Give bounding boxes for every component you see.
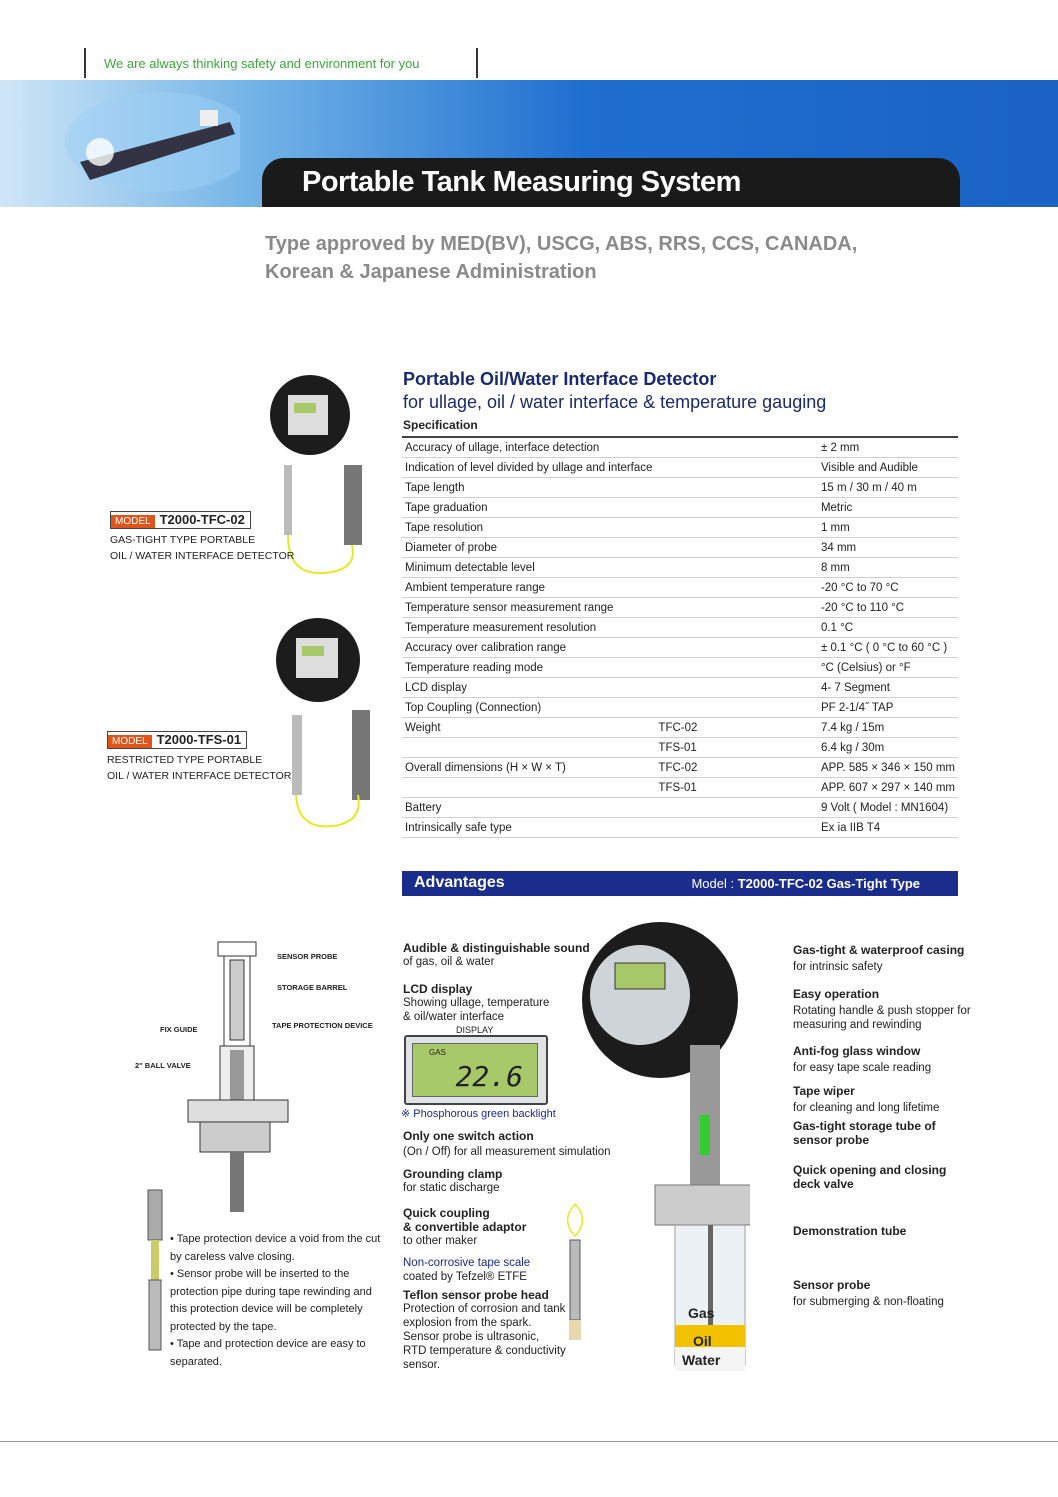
- spec-label: Battery: [402, 798, 655, 818]
- spec-row: [402, 738, 958, 758]
- model-desc-1: RESTRICTED TYPE PORTABLE: [107, 754, 263, 766]
- spec-sub: [655, 458, 818, 478]
- model-tag: MODEL: [111, 515, 155, 528]
- spec-value: -20 °C to 70 °C: [818, 578, 958, 598]
- spec-row: [402, 758, 958, 778]
- tagline-box: [84, 48, 478, 78]
- tube-water: Water: [682, 1352, 721, 1368]
- approval-text: [265, 230, 965, 286]
- feature-grounding: Grounding clamp for static discharge: [403, 1167, 503, 1194]
- feature-lcd: LCD display Showing ullage, temperature & oil/water interface: [403, 982, 550, 1023]
- spec-row: [402, 698, 958, 718]
- spec-label: Overall dimensions (H × W × T): [402, 758, 655, 778]
- spec-value: Ex ia IIB T4: [818, 818, 958, 838]
- right-feature: Gas-tight storage tube of sensor probe: [793, 1119, 936, 1147]
- model-desc-2: OIL / WATER INTERFACE DETECTOR: [110, 550, 295, 562]
- spec-sub: [655, 658, 818, 678]
- spec-label: Weight: [402, 718, 655, 738]
- spec-sub: TFC-02: [655, 718, 818, 738]
- ship-illustration: [60, 82, 240, 192]
- spec-value: 8 mm: [818, 558, 958, 578]
- spec-row: [402, 598, 958, 618]
- spec-label: Intrinsically safe type: [402, 818, 655, 838]
- spec-sub: [655, 498, 818, 518]
- spec-label: Indication of level divided by ullage and interface: [402, 458, 655, 478]
- lcd-value: 22.6: [455, 1060, 523, 1093]
- page-title: Portable Tank Measuring System: [302, 166, 741, 198]
- spec-label: Temperature measurement resolution: [402, 618, 655, 638]
- diag-storage-barrel: STORAGE BARREL: [277, 983, 348, 992]
- spec-sub: [655, 678, 818, 698]
- spec-label: Tape length: [402, 478, 655, 498]
- right-feature: Anti-fog glass window for easy tape scale reading: [793, 1044, 932, 1074]
- spec-value: 15 m / 30 m / 40 m: [818, 478, 958, 498]
- spec-label: Minimum detectable level: [402, 558, 655, 578]
- spec-value: °C (Celsius) or °F: [818, 658, 958, 678]
- approval-line-1: Type approved by MED(BV), USCG, ABS, RRS, CCS, CANADA,: [265, 233, 858, 255]
- diag-ball-valve: 2" BALL VALVE: [135, 1061, 191, 1070]
- spec-sub: TFS-01: [655, 738, 818, 758]
- spec-label: Temperature reading mode: [402, 658, 655, 678]
- diag-tape-protection: TAPE PROTECTION DEVICE: [272, 1021, 373, 1030]
- title-bar: [262, 158, 960, 207]
- probe-image: [140, 1188, 170, 1358]
- right-feature: Demonstration tube: [793, 1224, 907, 1238]
- spec-sub: [655, 698, 818, 718]
- spec-row: [402, 578, 958, 598]
- tagline: We are always thinking safety and environment for you: [104, 56, 420, 71]
- spec-label: Ambient temperature range: [402, 578, 655, 598]
- spec-row: [402, 538, 958, 558]
- spec-sub: [655, 598, 818, 618]
- feature-switch: Only one switch action (On / Off) for all measurement simulation: [403, 1129, 611, 1158]
- spec-row: [402, 718, 958, 738]
- spec-label: Tape graduation: [402, 498, 655, 518]
- spec-row: [402, 478, 958, 498]
- spec-sub: TFS-01: [655, 778, 818, 798]
- spec-label: Diameter of probe: [402, 538, 655, 558]
- bullet-item: • Tape and protection device are easy to separated.: [170, 1338, 366, 1368]
- spec-sub: [655, 818, 818, 838]
- spec-value: 0.1 °C: [818, 618, 958, 638]
- spec-heading: Specification: [403, 418, 478, 432]
- tube-gas: Gas: [688, 1305, 715, 1321]
- model-desc-2: OIL / WATER INTERFACE DETECTOR: [107, 770, 292, 782]
- advantages-bar: [402, 871, 958, 896]
- spec-value: Metric: [818, 498, 958, 518]
- bullet-item: • Sensor probe will be inserted to the protection pipe during tape rewinding and this protection device will be completely protected by the tape.: [170, 1268, 372, 1333]
- right-feature: Gas-tight & waterproof casing for intrinsic safety: [793, 943, 965, 973]
- product-image-tfs01: [268, 600, 378, 830]
- spec-label: Temperature sensor measurement range: [402, 598, 655, 618]
- right-feature: Easy operation Rotating handle & push stopper for measuring and rewinding: [793, 987, 971, 1031]
- spec-row: [402, 498, 958, 518]
- model-name: T2000-TFC-02: [159, 512, 245, 527]
- feature-coupling: Quick coupling & convertible adaptor to other maker: [403, 1206, 527, 1247]
- model-desc-1: GAS-TIGHT TYPE PORTABLE: [110, 534, 256, 546]
- spec-value: Visible and Audible: [818, 458, 958, 478]
- spec-value: APP. 585 × 346 × 150 mm: [818, 758, 958, 778]
- valve-diagram: [180, 940, 380, 1215]
- spec-label: [402, 738, 655, 758]
- spec-value: ± 0.1 °C ( 0 °C to 60 °C ): [818, 638, 958, 658]
- model-name: T2000-TFS-01: [156, 732, 242, 747]
- right-feature: Quick opening and closing deck valve: [793, 1163, 947, 1191]
- spec-sub: [655, 578, 818, 598]
- spec-row: [402, 458, 958, 478]
- lcd-screen: [412, 1043, 538, 1097]
- spec-label: Accuracy over calibration range: [402, 638, 655, 658]
- spec-table: [402, 436, 958, 838]
- backlight-note: ※ Phosphorous green backlight: [401, 1108, 556, 1120]
- spec-row: [402, 618, 958, 638]
- model-tfs01: [107, 731, 291, 784]
- spec-sub: [655, 618, 818, 638]
- spec-label: Tape resolution: [402, 518, 655, 538]
- feature-probe: Teflon sensor probe head Protection of corrosion and tank explosion from the spark. Sensor probe is ultrasonic, RTD temperature & conductivity sensor.: [403, 1288, 566, 1371]
- bullet-item: • Tape protection device a void from the cut by careless valve closing.: [170, 1233, 381, 1263]
- spec-row: [402, 798, 958, 818]
- approval-line-2: Korean & Japanese Administration: [265, 261, 597, 283]
- spec-sub: [655, 478, 818, 498]
- diag-fix-guide: FIX GUIDE: [160, 1025, 198, 1034]
- spec-value: -20 °C to 110 °C: [818, 598, 958, 618]
- spec-value: APP. 607 × 297 × 140 mm: [818, 778, 958, 798]
- spec-value: 34 mm: [818, 538, 958, 558]
- advantages-model: Model : T2000-TFC-02 Gas-Tight Type: [691, 876, 920, 891]
- spec-value: ± 2 mm: [818, 437, 958, 458]
- spec-value: PF 2-1/4˝ TAP: [818, 698, 958, 718]
- spec-value: 9 Volt ( Model : MN1604): [818, 798, 958, 818]
- feature-audible: Audible & distinguishable sound of gas, oil & water: [403, 941, 590, 968]
- probe-head-image: [560, 1200, 590, 1350]
- lcd-display: [404, 1035, 548, 1105]
- footer-divider: [0, 1441, 1058, 1442]
- spec-sub: [655, 798, 818, 818]
- bullet-list: [170, 1231, 382, 1371]
- spec-row: [402, 678, 958, 698]
- advantages-heading: Advantages: [414, 874, 505, 891]
- spec-sub: [655, 638, 818, 658]
- spec-row: [402, 658, 958, 678]
- right-feature: Tape wiper for cleaning and long lifetime: [793, 1084, 940, 1114]
- spec-row: [402, 437, 958, 458]
- model-tag: MODEL: [108, 735, 152, 748]
- spec-label: [402, 778, 655, 798]
- display-caption: DISPLAY: [456, 1025, 494, 1035]
- spec-sub: [655, 558, 818, 578]
- spec-sub: [655, 437, 818, 458]
- diag-sensor-probe: SENSOR PROBE: [277, 952, 338, 961]
- spec-row: [402, 778, 958, 798]
- spec-label: Accuracy of ullage, interface detection: [402, 437, 655, 458]
- feature-tape: Non-corrosive tape scale coated by Tefzel® ETFE: [403, 1257, 531, 1283]
- spec-value: 6.4 kg / 30m: [818, 738, 958, 758]
- spec-value: 1 mm: [818, 518, 958, 538]
- lcd-mode: GAS: [429, 1048, 446, 1057]
- product-subtitle: for ullage, oil / water interface & temperature gauging: [403, 392, 827, 412]
- spec-label: Top Coupling (Connection): [402, 698, 655, 718]
- right-feature: Sensor probe for submerging & non-floating: [793, 1278, 944, 1308]
- spec-row: [402, 558, 958, 578]
- spec-value: 7.4 kg / 15m: [818, 718, 958, 738]
- spec-sub: TFC-02: [655, 758, 818, 778]
- spec-row: [402, 638, 958, 658]
- spec-value: 4- 7 Segment: [818, 678, 958, 698]
- spec-row: [402, 818, 958, 838]
- tube-oil: Oil: [693, 1333, 712, 1349]
- product-title: Portable Oil/Water Interface Detector: [403, 369, 717, 389]
- spec-sub: [655, 518, 818, 538]
- spec-label: LCD display: [402, 678, 655, 698]
- spec-sub: [655, 538, 818, 558]
- model-tfc02: [110, 511, 294, 564]
- spec-row: [402, 518, 958, 538]
